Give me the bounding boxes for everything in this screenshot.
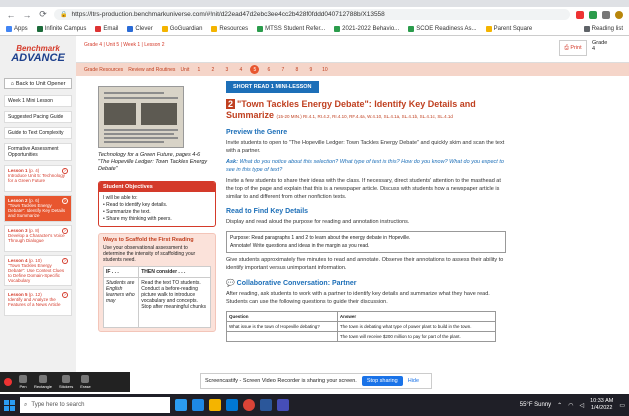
main-column: SHORT READ 1 MINI-LESSON 2 "Town Tackles Energy Debate": Identify Key Details and Summarize (15-20 MIN.) RI.4.1, RI.4.2, RI.4.10, RF.4.4a, W.4.10, SL.4.1a, SL.4.1b, SL.4.1c, SL.4.1d Preview the Genre Invite students to open to "The Hopeville Ledger: Town Tackles Energy Debate" and quickly skim and scan the text with a partner. Ask: What do you notice about this selection? What type of text is this? How do you know? What do you expect to see in this type of text? Invite a few students to share their ideas with the class. If necessary, direct students' attention to the masthead at the top of the page and explain that this is a newspaper article. Discuss with students how a newspaper article is similar to and different from other nonfiction texts. Read to Find Key Details Display and read aloud the purpose for reading and annotation instructions. Purpose: Read paragraphs 1 and 2 to learn about the energy debate in Hopeville. Annotate! Write questions and ideas in the margin as you read. Give students approximately five minutes to read and annotate. Observe their annotations to assess their ability to identify important versus unimportant information. 💬 Collaborative Conversation: Partner After reading, ask students to work with a partner to identify key details and summarize what they have read. Students can use the following questions to guide their discussion. Question Answer What issue is the town of Hopeville debating? The town is debating what type of power plant to build in the town. The town will receive $200 million to pay for part of the plant. <box>226 81 506 342</box>
mini-lesson-badge: SHORT READ 1 MINI-LESSON <box>226 81 319 93</box>
collab-heading: 💬 Collaborative Conversation: Partner <box>226 280 357 287</box>
rectangle-tool[interactable]: Rectangle <box>34 375 52 389</box>
windows-start-icon[interactable] <box>4 400 15 411</box>
notification-icon[interactable]: ▭ <box>619 402 625 409</box>
bookmark-icon <box>408 26 414 32</box>
bookmark-icon <box>486 26 492 32</box>
hide-button[interactable]: Hide <box>407 378 420 384</box>
bookmark-mtss[interactable]: MTSS Student Refer... <box>257 26 325 32</box>
apps-icon <box>6 26 12 32</box>
chevron-up-icon[interactable]: ⌃ <box>557 402 563 409</box>
table-row: The town will receive $200 million to pay for part of the plant. <box>227 332 496 342</box>
read-heading: Read to Find Key Details <box>226 208 309 215</box>
bookmark-clever[interactable]: Clever <box>127 26 152 32</box>
bookmark-infinite-campus[interactable]: Infinite Campus <box>37 26 87 32</box>
print-icon: ⎙ <box>564 44 569 51</box>
screen-share-bar <box>200 373 432 389</box>
unit-page-5-current[interactable]: 5 <box>250 65 259 74</box>
share-status-text: Screencastify - Screen Video Recorder is sharing your screen. <box>205 378 357 384</box>
extension-icon[interactable] <box>589 11 597 19</box>
bookmark-behavior[interactable]: 2021-2022 Behavio... <box>334 26 399 32</box>
unit-page-6[interactable]: 6 <box>267 66 271 73</box>
back-arrow-icon[interactable]: ← <box>6 9 16 20</box>
weather-text[interactable]: 55°F Sunny <box>519 402 552 408</box>
bookmark-icon <box>37 26 43 32</box>
left-column <box>98 86 216 332</box>
bookmark-parent-square[interactable]: Parent Square <box>486 26 533 32</box>
task-view-icon[interactable] <box>175 399 187 411</box>
file-explorer-icon[interactable] <box>209 399 221 411</box>
teams-icon[interactable] <box>277 399 289 411</box>
unit-page-10[interactable]: 10 <box>322 66 328 73</box>
word-icon[interactable] <box>260 399 272 411</box>
bookmark-icon <box>127 26 133 32</box>
system-tray <box>520 398 625 412</box>
app <box>0 36 629 392</box>
student-objectives: Student Objectives I will be able to: • Read to identify key details. • Summarize the text. • Share my thinking with peers. <box>98 181 216 227</box>
left-sidebar <box>0 36 76 392</box>
taskbar-search[interactable]: ⌕ Type here to search <box>20 397 170 413</box>
chrome-icon[interactable] <box>243 399 255 411</box>
table-row: What issue is the town of Hopeville debating? The town is debating what type of power plant to build in the town. <box>227 322 496 332</box>
scaffold-table: IF . . . THEN consider . . . Students are English learners who may Read the text TO students. Conduct a before-reading picture walk to introduce vocabulary and concepts. Stop after meaningful chunks <box>103 266 211 328</box>
speech-bubble-icon: 💬 <box>226 280 235 287</box>
lesson-item[interactable]: Lesson 4 (p. 10) "Town Tackles Energy Debate": Use Context Clues to Define Domain-Specific Vocabulary › <box>4 255 72 286</box>
bookmark-scoe[interactable]: SCOE Readiness As... <box>408 26 476 32</box>
unit-page-1[interactable]: 1 <box>197 66 201 73</box>
rectangle-icon <box>39 375 47 383</box>
stop-sharing-button[interactable]: Stop sharing <box>362 376 403 386</box>
lesson-title: 2 "Town Tackles Energy Debate": Identify Key Details and Summarize (15-20 MIN.) RI.4.1, RI.4.2, RI.4.10, RF.4.4a, W.4.10, SL.4.1a, SL.4.1b, SL.4.1c, SL.4.1d <box>226 99 476 120</box>
bookmark-icon <box>162 26 168 32</box>
grade-selector[interactable]: Grade 4 <box>592 40 608 52</box>
unit-label: Unit <box>180 66 190 73</box>
folder-icon <box>211 26 217 32</box>
extension-icon[interactable] <box>602 11 610 19</box>
sticker-icon <box>62 375 70 383</box>
back-to-unit-opener-button[interactable]: ⌂ Back to Unit Opener <box>4 78 72 89</box>
top-bar <box>76 36 629 63</box>
purpose-box: Purpose: Read paragraphs 1 and 2 to learn about the energy debate in Hopeville. Annotate! Write questions and ideas in the margin as you read. <box>226 231 506 253</box>
review-routines-link[interactable]: Review and Routines <box>128 66 176 73</box>
windows-taskbar <box>0 394 629 416</box>
lesson-item[interactable]: Lesson 1 (p. 4) Introduce Unit 5: Technology for a Green Future › <box>4 165 72 192</box>
bookmark-goguardian[interactable]: GoGuardian <box>162 26 203 32</box>
reading-list[interactable]: Reading list <box>584 26 623 32</box>
edge-icon[interactable] <box>192 399 204 411</box>
extensions <box>576 11 623 19</box>
bookmark-resources[interactable]: Resources <box>211 26 248 32</box>
recorder-toolbar <box>0 372 130 392</box>
forward-arrow-icon[interactable]: → <box>22 9 32 20</box>
unit-page-4[interactable]: 4 <box>239 66 243 73</box>
bookmarks-bar <box>0 22 629 36</box>
benchmark-logo: Benchmark ADVANCE <box>11 43 65 64</box>
lesson-content <box>76 76 629 392</box>
unit-nav-bar <box>76 63 629 76</box>
url-text: https://ltrs-production.benchmarkuniverse.com/#!nit/d22ead47d2ebc3ee4cc2b428f0fddd040712788b/X13558 <box>71 11 385 18</box>
clock[interactable]: 10:33 AM 1/4/2022 <box>590 398 614 411</box>
thumbnail-caption: "The Hopeville Ledger: Town Tackles Energy Debate" <box>98 159 208 172</box>
sidebar-link[interactable]: Suggested Pacing Guide <box>4 111 72 123</box>
bookmark-icon <box>257 26 263 32</box>
thumbnail-caption: Technology for a Green Future, pages 4-6 <box>98 152 201 158</box>
grade-resources-link[interactable]: Grade Resources <box>84 66 124 73</box>
reading-list-icon <box>584 26 590 32</box>
bookmark-email[interactable]: Email <box>95 26 118 32</box>
play-icon[interactable]: › <box>62 198 68 204</box>
reload-icon[interactable]: ⟳ <box>39 9 47 19</box>
bookmark-apps[interactable]: Apps <box>6 26 28 32</box>
tab-strip <box>0 0 629 7</box>
preview-heading: Preview the Genre <box>226 129 288 136</box>
extension-icon[interactable] <box>576 11 584 19</box>
url-bar[interactable] <box>54 9 570 20</box>
pen-icon <box>19 375 27 383</box>
unit-page-9[interactable]: 9 <box>309 66 313 73</box>
lock-icon: 🔒 <box>60 12 68 18</box>
play-icon[interactable]: › <box>62 168 68 174</box>
scaffold-box: Ways to Scaffold the First Reading Use your observational assessment to determine the intensity of scaffolding your students need. IF . . . THEN consider . . . Students are English learners who may Read the text TO students. Conduct a before-reading picture walk to introduce vocabulary and concepts. Stop after meaningful chunks <box>98 233 216 332</box>
bookmark-icon <box>334 26 340 32</box>
play-icon[interactable]: › <box>62 228 68 234</box>
stickers-tool[interactable]: Stickers <box>59 375 73 389</box>
unit-page-8[interactable]: 8 <box>295 66 299 73</box>
objective-item: • Read to identify key details. <box>103 202 168 208</box>
lesson-item[interactable]: Lesson 5 (p. 12) Identify and Analyze the Features of a News Article › <box>4 289 72 316</box>
text-thumbnail[interactable] <box>98 86 184 148</box>
eraser-icon <box>81 375 89 383</box>
lesson-item[interactable]: Lesson 3 (p. 8) Develop a Character's Voice Through Dialogue › <box>4 225 72 252</box>
search-icon: ⌕ <box>24 401 28 408</box>
question-table: Question Answer What issue is the town of Hopeville debating? The town is debating what type of power plant to build in the town. The town will receive $200 million to pay for part of the plant. <box>226 311 496 342</box>
record-icon[interactable] <box>4 378 12 386</box>
play-icon[interactable]: › <box>62 258 68 264</box>
print-button[interactable]: ⎙ Print <box>559 40 587 56</box>
avatar[interactable] <box>615 11 623 19</box>
sidebar-link[interactable]: Guide to Text Complexity <box>4 127 72 139</box>
objective-item: • Summarize the text. <box>103 209 151 215</box>
pen-tool[interactable]: Pen <box>19 375 27 389</box>
breadcrumb[interactable]: Grade 4 | Unit 5 | Week 1 | Lesson 2 <box>84 42 165 48</box>
erase-tool[interactable]: Erase <box>80 375 90 389</box>
address-bar-row <box>0 7 629 22</box>
sidebar-link[interactable]: Week 1 Mini Lesson <box>4 95 72 107</box>
unit-page-7[interactable]: 7 <box>281 66 285 73</box>
lesson-item-active[interactable]: Lesson 2 (p. 6) "Town Tackles Energy Debate": Identify Key Details and Summarize › <box>4 195 72 222</box>
mail-icon <box>95 26 101 32</box>
volume-icon[interactable]: ◁ <box>579 402 585 409</box>
sidebar-link[interactable]: Formative Assessment Opportunities <box>4 143 72 161</box>
unit-page-2[interactable]: 2 <box>211 66 215 73</box>
wifi-icon[interactable]: ◠ <box>568 402 574 409</box>
objective-item: • Share my thinking with peers. <box>103 216 172 222</box>
unit-page-3[interactable]: 3 <box>225 66 229 73</box>
mail-icon[interactable] <box>226 399 238 411</box>
play-icon[interactable]: › <box>62 292 68 298</box>
browser-chrome <box>0 0 629 36</box>
home-icon: ⌂ <box>10 80 14 87</box>
